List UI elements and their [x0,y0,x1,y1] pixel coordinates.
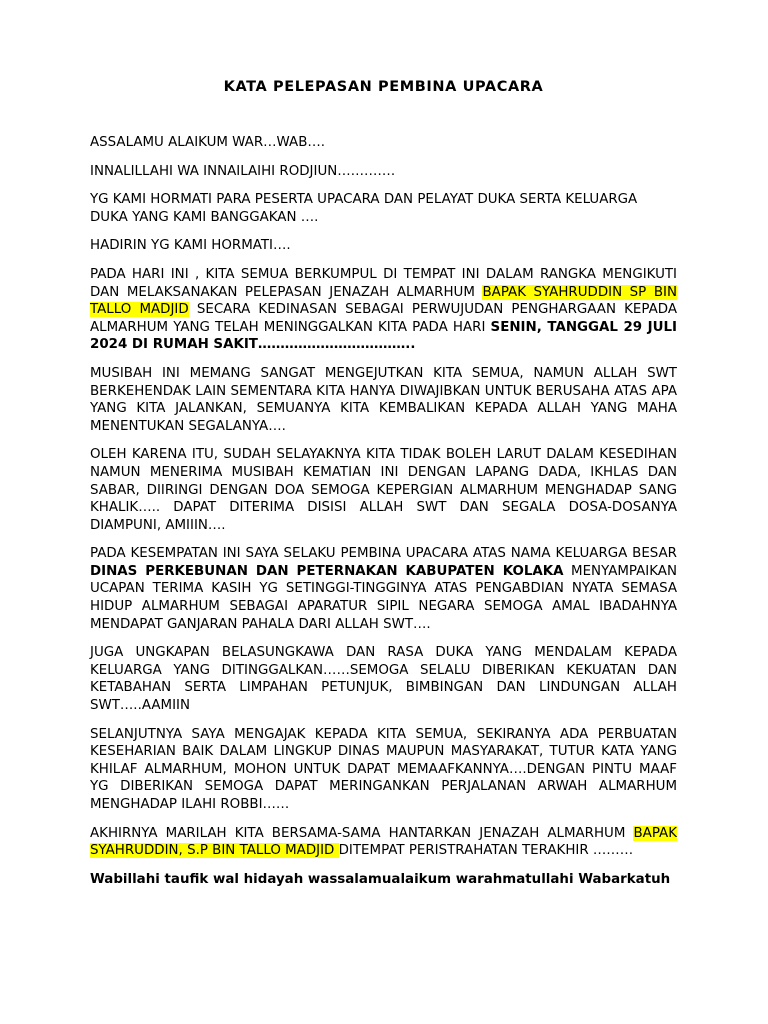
date-place-bold: SENIN, TANGGAL 29 JULI 2024 DI RUMAH SAKIT…………………………….. [90,319,677,353]
paragraph-hadirin: HADIRIN YG KAMI HORMATI…. [90,238,291,254]
paragraph-salam: ASSALAMU ALAIKUM WAR…WAB…. [90,135,326,150]
deceased-name-highlight: BAPAK SYAHRUDDIN SP BIN TALLO MADJID [90,284,677,318]
document-body [90,134,677,899]
opening-text-a: PADA HARI INI , KITA SEMUA BERKUMPUL DI TEMPAT INI DALAM RANGKA MENGIKUTI DAN MELAKSANAKAN PELEPASAN JENAZAH ALMARHUM [90,266,677,300]
paragraph-musibah: MUSIBAH INI MEMANG SANGAT MENGEJUTKAN KITA SEMUA, NAMUN ALLAH SWT BERKEHENDAK LAIN SEMENTARA KITA HANYA DIWAJIBKAN UNTUK BERUSAHA ATAS APA YANG KITA JALANKAN, SEMUANYA KITA KEMBALIKAN KEPADA ALLAH YANG MAHA MENENTUKAN SEGALANYA…. [90,365,677,434]
kesempatan-text-b: MENYAMPAIKAN UCAPAN TERIMA KASIH YG SETINGGI-TINGGINYA ATAS PENGABDIAN NYATA SEMASA HIDUP ALMARHUM SEBAGAI APARATUR SIPIL NEGARA SEMOGA AMAL IBADAHNYA MENDAPAT GANJARAN PAHALA DARI ALLAH SWT…. [90,563,677,632]
paragraph-opening [90,266,677,354]
opening-text-b: SECARA KEDINASAN SEBAGAI PERWUJUDAN PENGHARGAAN KEPADA ALMARHUM YANG TELAH MENINGGALKAN KITA PADA HARI [90,302,677,335]
organization-name-bold: DINAS PERKEBUNAN DAN PETERNAKAN KABUPATEN KOLAKA [90,563,564,579]
paragraph-kesempatan [90,545,677,633]
akhirnya-text-b: DITEMPAT PERISTRAHATAN TERAKHIR ……… [338,843,634,859]
paragraph-akhirnya [90,825,677,860]
paragraph-selanjutnya: SELANJUTNYA SAYA MENGAJAK KEPADA KITA SEMUA, SEKIRANYA ADA PERBUATAN KESEHARIAN BAIK DALAM LINGKUP DINAS MAUPUN MASYARAKAT, TUTUR KATA YANG KHILAF ALMARHUM, MOHON UNTUK DAPAT MEMAAFKANNYA….DENGAN PINTU MAAF YG DIBERIKAN SEMOGA DAPAT MERINGANKAN PERJALANAN ARWAH ALMARHUM MENGHADAP ILAHI ROBBI…… [90,726,677,812]
deceased-name-highlight-2: BAPAK SYAHRUDDIN, S.P BIN TALLO MADJID [90,825,677,859]
closing-salam: Wabillahi taufik wal hidayah wassalamualaikum warahmatullahi Wabarkatuh [90,871,671,887]
paragraph-innalillahi: INNALILLAHI WA INNAILAIHI RODJIUN…………. [90,163,396,179]
akhirnya-text-a: AKHIRNYA MARILAH KITA BERSAMA-SAMA HANTARKAN JENAZAH ALMARHUM [90,825,634,841]
paragraph-belasungkawa: JUGA UNGKAPAN BELASUNGKAWA DAN RASA DUKA YANG MENDALAM KEPADA KELUARGA YANG DITINGGALKAN……SEMOGA SELALU DIBERIKAN KEKUATAN DAN KETABAHAN SERTA LIMPAHAN PETUNJUK, BIMBINGAN DAN LINDUNGAN ALLAH SWT…..AAMIIN [90,645,677,714]
kesempatan-text-a: PADA KESEMPATAN INI SAYA SELAKU PEMBINA UPACARA ATAS NAMA KELUARGA BESAR [90,546,677,562]
document-title: KATA PELEPASAN PEMBINA UPACARA [223,79,544,95]
paragraph-oleh-karena-itu: OLEH KARENA ITU, SUDAH SELAYAKNYA KITA TIDAK BOLEH LARUT DALAM KESEDIHAN NAMUN MENERIMA MUSIBAH KEMATIAN INI DENGAN LAPANG DADA, IKHLAS DAN SABAR, DIIRINGI DENGAN DOA SEMOGA KEPERGIAN ALMARHUM MENGHADAP SANG KHALIK….. DAPAT DITERIMA DISISI ALLAH SWT DAN SEGALA DOSA-DOSANYA DIAMPUNI, AMIIIN…. [90,447,677,533]
paragraph-greeting: YG KAMI HORMATI PARA PESERTA UPACARA DAN PELAYAT DUKA SERTA KELUARGA DUKA YANG KAMI BANGGAKAN …. [90,192,638,225]
